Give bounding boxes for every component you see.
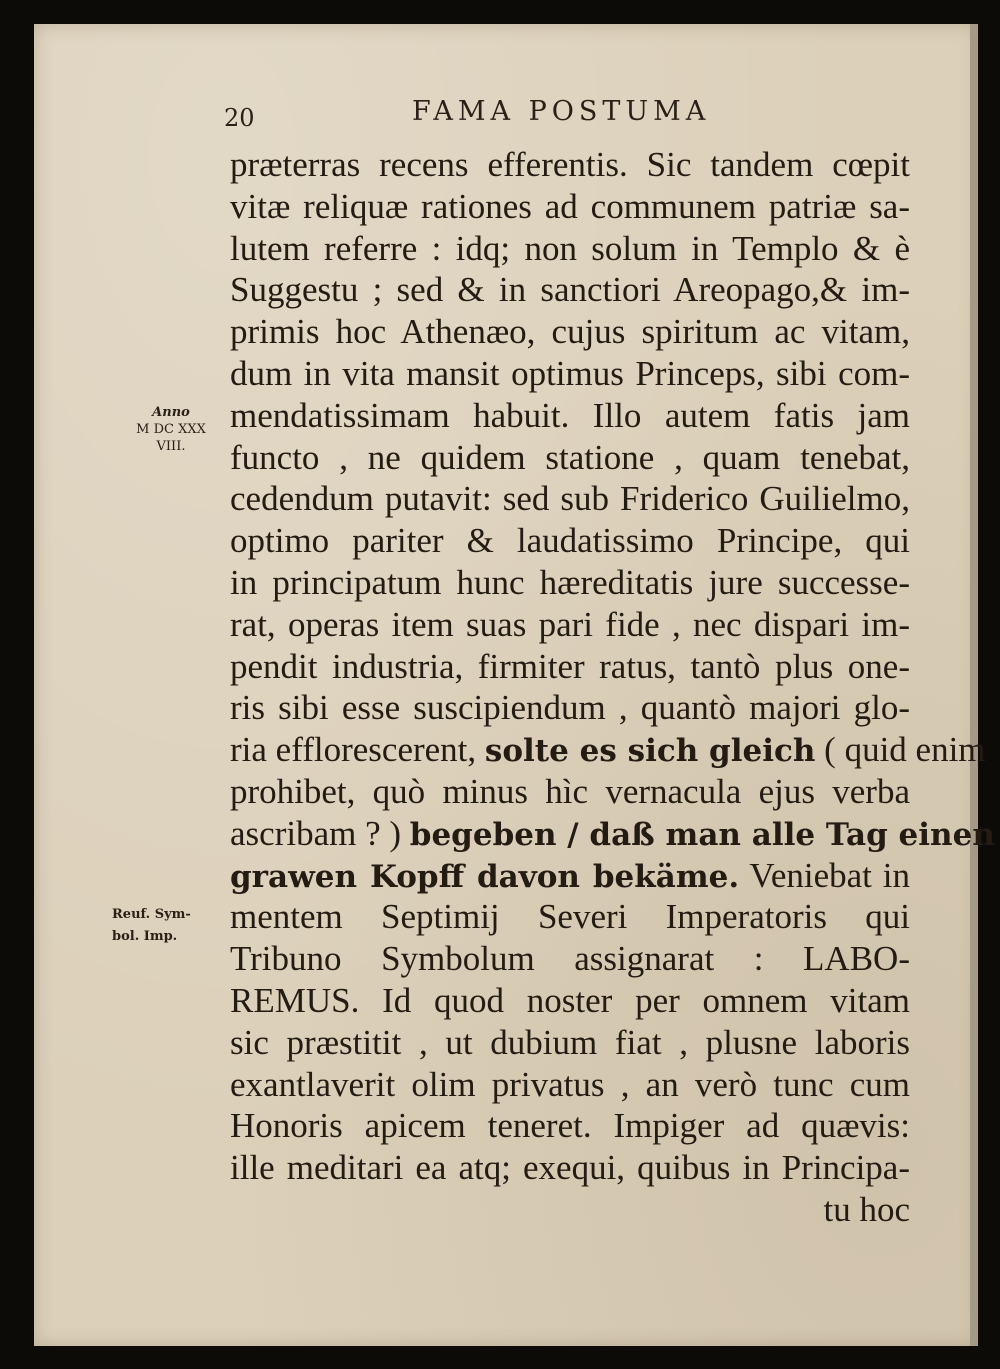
text-line: lutem referre : idq; non solum in Templo & è	[230, 228, 910, 268]
margin-note-year-numeral-end: VIII.	[156, 439, 186, 454]
page-number: 20	[224, 104, 255, 132]
text-line: Suggestu ; sed & in sanctiori Areopago,& im-	[230, 270, 910, 310]
text-line: functo , ne quidem statione , quam tenebat,	[230, 437, 910, 477]
german-blackletter-text: solte es sich gleich	[484, 733, 816, 770]
text-line: REMUS. Id quod noster per omnem vitam	[230, 980, 910, 1020]
latin-text: Veniebat in	[749, 855, 910, 895]
margin-note-symbol-line1: Reuf. Sym-	[112, 907, 191, 922]
text-line: in principatum hunc hæreditatis jure successe-	[230, 562, 910, 602]
margin-note-year	[112, 404, 230, 455]
text-line: præterras recens efferentis. Sic tandem cœpit	[230, 145, 910, 184]
text-line: rat, operas item suas pari fide , nec dispari im-	[230, 604, 910, 644]
text-line: exantlaverit olim privatus , an verò tunc cum	[230, 1064, 910, 1104]
latin-text: ascribam ? )	[230, 813, 402, 853]
latin-text: ria efflorescerent,	[230, 730, 477, 770]
text-line: Honoris apicem teneret. Impiger ad quævis:	[230, 1106, 910, 1146]
page-edge	[970, 24, 978, 1346]
text-line: mentem Septimij Severi Imperatoris qui	[230, 897, 910, 937]
catchword: tu hoc	[823, 1189, 910, 1229]
text-line: Tribuno Symbolum assignarat : LABO-	[230, 939, 910, 979]
text-line: prohibet, quò minus hìc vernacula ejus verba	[230, 771, 910, 811]
text-line: sic præstitit , ut dubium fiat , plusne laboris	[230, 1022, 910, 1062]
text-line: cedendum putavit: sed sub Friderico Guilielmo,	[230, 479, 910, 519]
margin-note-year-numeral: M DC XXX	[136, 422, 206, 437]
text-line-mixed	[230, 813, 995, 855]
page-header	[224, 96, 744, 136]
body-text	[230, 144, 995, 1231]
margin-note-anno: Anno	[152, 405, 190, 420]
running-title: FAMA POSTUMA	[412, 96, 711, 127]
text-line: vitæ reliquæ rationes ad communem patriæ sa-	[230, 186, 910, 226]
text-line: primis hoc Athenæo, cujus spiritum ac vitam,	[230, 312, 910, 352]
margin-note-symbol-line2: bol. Imp.	[112, 929, 178, 944]
latin-text: ( quid enim	[824, 730, 986, 770]
text-line-mixed	[230, 855, 910, 897]
text-line: ris sibi esse suscipiendum , quantò majori glo-	[230, 688, 910, 728]
text-line-mixed	[230, 729, 986, 771]
margin-note-symbol	[112, 904, 216, 948]
text-line: mendatissimam habuit. Illo autem fatis jam	[230, 395, 910, 435]
text-line: optimo pariter & laudatissimo Principe, qui	[230, 521, 910, 561]
german-blackletter-text: grawen Kopff davon bekäme.	[230, 858, 740, 895]
text-line: pendit industria, firmiter ratus, tantò plus one-	[230, 646, 910, 686]
german-blackletter-text: begeben / daß man alle Tag einen	[409, 816, 995, 853]
text-line: ille meditari ea atq; exequi, quibus in Principa-	[230, 1148, 910, 1188]
text-line: dum in vita mansit optimus Princeps, sibi com-	[230, 353, 910, 393]
